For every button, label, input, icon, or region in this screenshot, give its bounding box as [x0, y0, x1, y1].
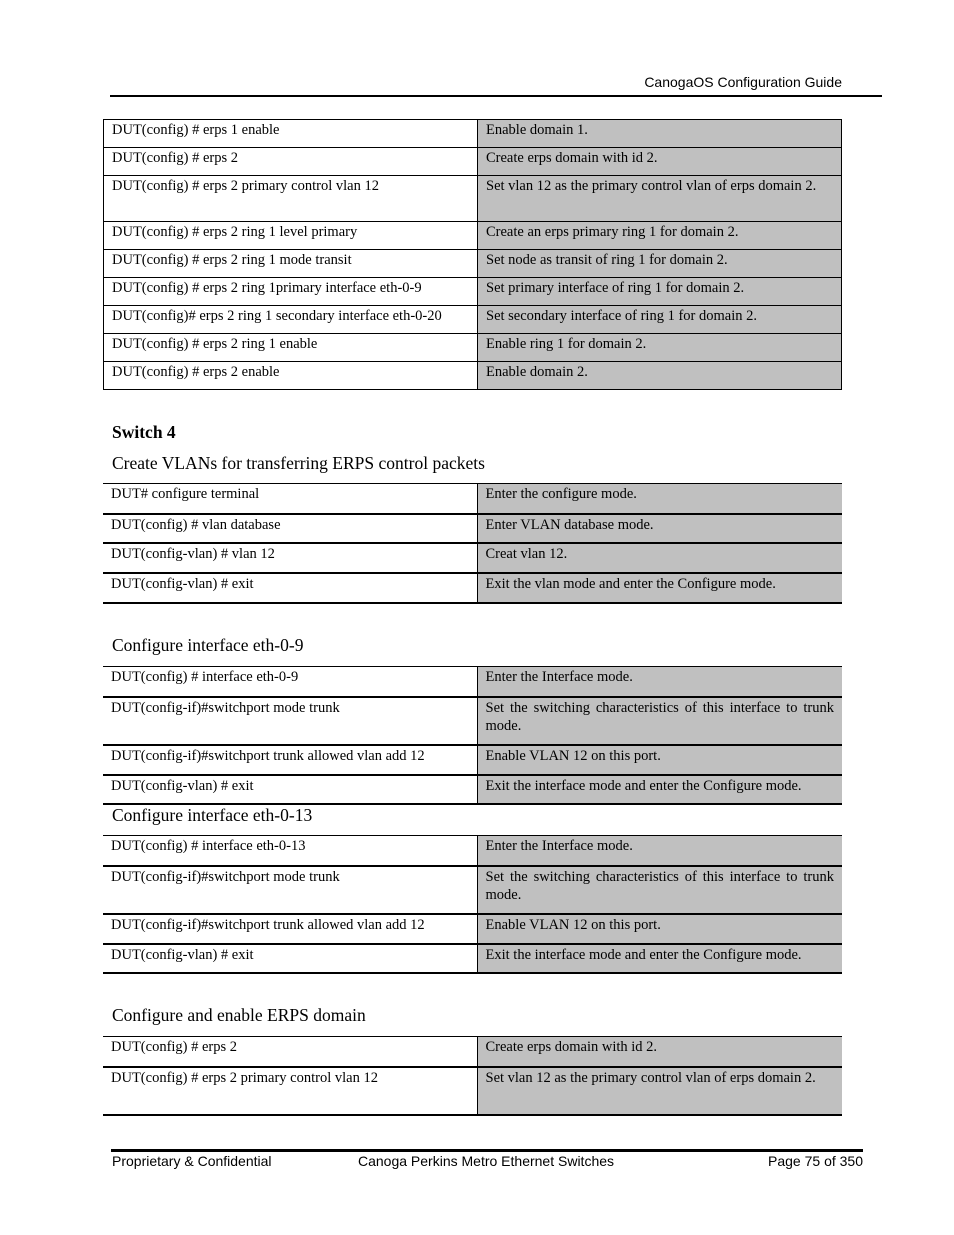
footer-page-number: Page 75 of 350 [768, 1153, 863, 1169]
command-cell: DUT(config-vlan) # exit [103, 573, 477, 603]
description-cell: Create erps domain with id 2. [478, 148, 842, 176]
description-cell: Set the switching characteristics of this interface to trunk mode. [477, 697, 842, 745]
table-row [103, 484, 842, 514]
table-row [104, 278, 842, 306]
description-cell: Enter VLAN database mode. [477, 514, 842, 543]
command-cell: DUT(config) # interface eth-0-13 [103, 836, 477, 866]
table-row [103, 914, 842, 944]
table-row [103, 775, 842, 804]
section-title-erps-domain: Configure and enable ERPS domain [112, 1005, 366, 1025]
command-cell: DUT(config) # erps 2 enable [104, 362, 478, 390]
interface-eth-0-13-table [103, 835, 842, 974]
description-cell: Enter the configure mode. [477, 484, 842, 514]
description-cell: Set the switching characteristics of this interface to trunk mode. [477, 866, 842, 914]
command-cell: DUT(config) # erps 1 enable [104, 120, 478, 148]
command-cell: DUT(config-if)#switchport trunk allowed vlan add 12 [103, 914, 477, 944]
command-cell: DUT(config-if)#switchport trunk allowed vlan add 12 [103, 745, 477, 775]
description-cell: Create an erps primary ring 1 for domain 2. [478, 222, 842, 250]
footer-left-text: Proprietary & Confidential [112, 1153, 272, 1169]
description-cell: Set node as transit of ring 1 for domain 2. [478, 250, 842, 278]
table-row [103, 667, 842, 697]
description-cell: Set vlan 12 as the primary control vlan of erps domain 2. [477, 1067, 842, 1115]
table-row [103, 944, 842, 973]
table-row [104, 250, 842, 278]
table-row [104, 334, 842, 362]
command-cell: DUT(config-vlan) # exit [103, 944, 477, 973]
table-row [104, 148, 842, 176]
table-row [103, 573, 842, 603]
command-cell: DUT(config) # vlan database [103, 514, 477, 543]
command-cell: DUT(config) # erps 2 ring 1 level primary [104, 222, 478, 250]
command-cell: DUT(config) # erps 2 ring 1primary interface eth-0-9 [104, 278, 478, 306]
description-cell: Enable domain 1. [478, 120, 842, 148]
command-cell: DUT(config)# erps 2 ring 1 secondary interface eth-0-20 [104, 306, 478, 334]
vlan-table [103, 483, 842, 604]
description-cell: Enable ring 1 for domain 2. [478, 334, 842, 362]
command-cell: DUT(config-vlan) # vlan 12 [103, 543, 477, 573]
table-row [103, 514, 842, 543]
table-row [104, 222, 842, 250]
table-row [104, 362, 842, 390]
command-cell: DUT(config) # interface eth-0-9 [103, 667, 477, 697]
description-cell: Enable VLAN 12 on this port. [477, 914, 842, 944]
header-rule [110, 95, 882, 97]
table-row [104, 120, 842, 148]
description-cell: Enable domain 2. [478, 362, 842, 390]
description-cell: Enter the Interface mode. [477, 836, 842, 866]
switch-heading: Switch 4 [112, 422, 176, 442]
table-row [104, 176, 842, 222]
table-row [103, 866, 842, 914]
table-row [103, 1067, 842, 1115]
footer-center-text: Canoga Perkins Metro Ethernet Switches [358, 1153, 615, 1169]
page-header-title: CanogaOS Configuration Guide [644, 74, 842, 90]
table-row [103, 1037, 842, 1067]
command-cell: DUT(config) # erps 2 [103, 1037, 477, 1067]
description-cell: Set vlan 12 as the primary control vlan of erps domain 2. [478, 176, 842, 222]
description-cell: Set primary interface of ring 1 for domain 2. [478, 278, 842, 306]
command-cell: DUT(config) # erps 2 ring 1 enable [104, 334, 478, 362]
section-title-vlan: Create VLANs for transferring ERPS control packets [112, 453, 485, 473]
erps-enable-table [103, 1036, 842, 1116]
command-cell: DUT(config-if)#switchport mode trunk [103, 697, 477, 745]
command-cell: DUT(config) # erps 2 ring 1 mode transit [104, 250, 478, 278]
table-row [103, 697, 842, 745]
table-row [103, 543, 842, 573]
description-cell: Exit the vlan mode and enter the Configure mode. [477, 573, 842, 603]
description-cell: Exit the interface mode and enter the Configure mode. [477, 775, 842, 804]
footer-rule [111, 1149, 863, 1152]
table-row [103, 745, 842, 775]
command-cell: DUT(config-vlan) # exit [103, 775, 477, 804]
command-cell: DUT(config) # erps 2 [104, 148, 478, 176]
erps-domain-table [103, 119, 842, 390]
table-row [104, 306, 842, 334]
description-cell: Enter the Interface mode. [477, 667, 842, 697]
command-cell: DUT(config-if)#switchport mode trunk [103, 866, 477, 914]
interface-eth-0-9-table [103, 666, 842, 805]
description-cell: Creat vlan 12. [477, 543, 842, 573]
command-cell: DUT(config) # erps 2 primary control vlan 12 [104, 176, 478, 222]
section-title-eth-0-9: Configure interface eth-0-9 [112, 635, 304, 655]
description-cell: Enable VLAN 12 on this port. [477, 745, 842, 775]
table-row [103, 836, 842, 866]
command-cell: DUT# configure terminal [103, 484, 477, 514]
description-cell: Create erps domain with id 2. [477, 1037, 842, 1067]
description-cell: Set secondary interface of ring 1 for domain 2. [478, 306, 842, 334]
command-cell: DUT(config) # erps 2 primary control vlan 12 [103, 1067, 477, 1115]
section-title-eth-0-13: Configure interface eth-0-13 [112, 805, 313, 825]
description-cell: Exit the interface mode and enter the Configure mode. [477, 944, 842, 973]
